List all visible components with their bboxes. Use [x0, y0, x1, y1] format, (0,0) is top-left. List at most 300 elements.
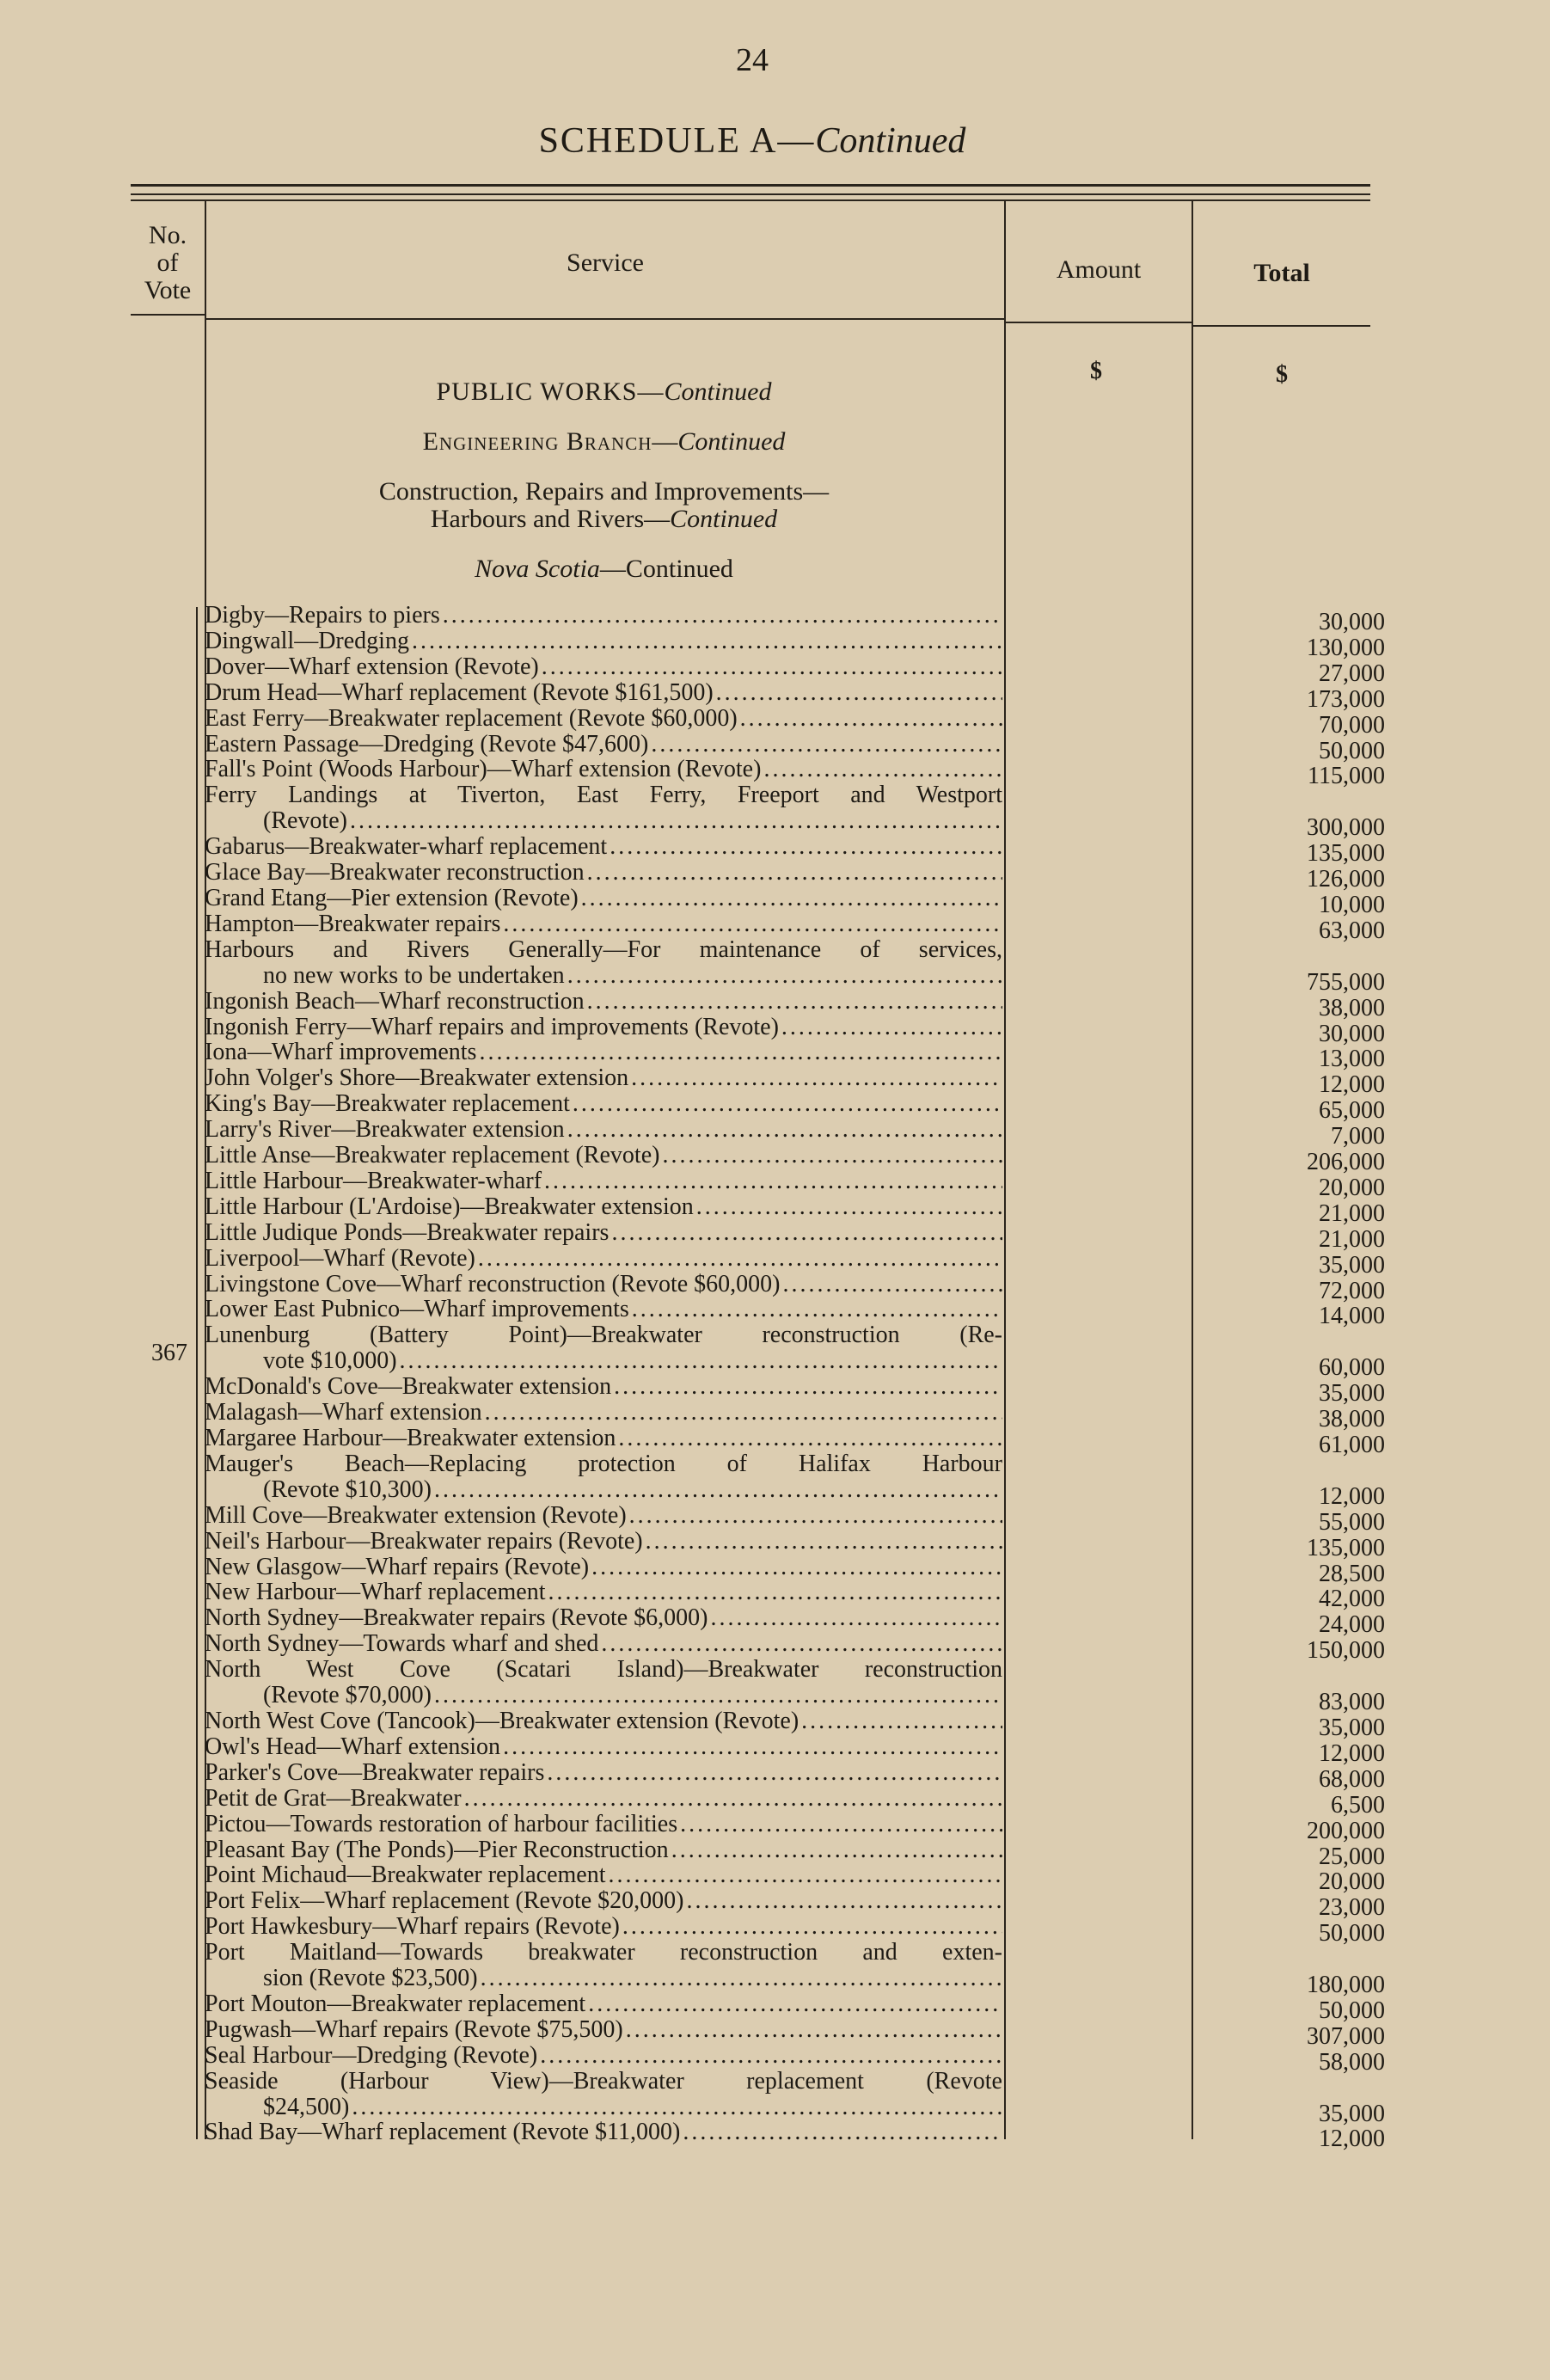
amount-currency: $: [1090, 358, 1102, 384]
entry-amount: 35,000: [1319, 1380, 1385, 1408]
service-entry: [205, 1271, 1385, 1304]
leader-dots: [464, 1786, 1002, 1812]
entry-text: Dingwall—Dredging: [205, 628, 409, 654]
service-entry: [205, 1657, 1385, 1716]
header-rule-total: [1193, 325, 1370, 327]
entry-line: [205, 989, 1002, 1015]
total-currency: $: [1276, 361, 1288, 388]
service-entry: [205, 860, 1385, 893]
entry-line: [205, 603, 1002, 629]
service-entry: [205, 1502, 1385, 1536]
service-entry: [205, 834, 1385, 868]
entry-line: [205, 1297, 1002, 1322]
entry-text: Drum Head—Wharf replacement (Revote $161,500): [205, 679, 714, 706]
entry-text: Livingstone Cove—Wharf reconstruction (Revote $60,000): [205, 1271, 781, 1297]
service-entry: [205, 1040, 1385, 1073]
service-entry: [205, 1451, 1385, 1510]
service-entry: [205, 1759, 1385, 1793]
entry-amount: 70,000: [1319, 711, 1385, 739]
leader-dots: [443, 603, 1002, 629]
leader-dots: [485, 1400, 1002, 1426]
leader-dots: [581, 886, 1002, 911]
leader-dots: [573, 1091, 1002, 1117]
leader-dots: [479, 1040, 1002, 1065]
entry-line: [205, 1143, 1002, 1169]
entry-amount: 21,000: [1319, 1199, 1385, 1227]
service-entry: [205, 1193, 1385, 1227]
leader-dots: [503, 1734, 1002, 1760]
service-entry: [205, 1554, 1385, 1587]
leader-dots: [591, 1555, 1002, 1580]
entry-line: [205, 2095, 1002, 2120]
service-entry: [205, 1374, 1385, 1408]
entry-amount: 307,000: [1307, 2022, 1385, 2050]
service-entries: [205, 603, 1385, 2153]
entry-line: [205, 757, 1002, 782]
schedule-title: SCHEDULE A—Continued: [538, 121, 966, 161]
entry-line: [205, 706, 1002, 732]
service-entry: [205, 911, 1385, 944]
entry-text: Parker's Cove—Breakwater repairs: [205, 1759, 545, 1786]
entry-line: [205, 1555, 1002, 1580]
leader-dots: [687, 1888, 1003, 1914]
entry-line: [205, 1348, 1002, 1374]
entry-amount: 63,000: [1319, 917, 1385, 944]
service-entry: [205, 1426, 1385, 1458]
entry-amount: 42,000: [1319, 1586, 1385, 1613]
category-line1: Construction, Repairs and Improvements—: [378, 477, 830, 506]
entry-line: [205, 1091, 1002, 1117]
leader-dots: [618, 1426, 1002, 1451]
category-heading: [206, 478, 1002, 533]
leader-dots: [740, 706, 1002, 732]
service-entry: [205, 1297, 1385, 1330]
entry-text: Fall's Point (Woods Harbour)—Wharf extension (Revote): [205, 757, 762, 783]
entry-text: Mill Cove—Breakwater extension (Revote): [205, 1502, 627, 1529]
category-name: Harbours and Rivers: [430, 505, 645, 533]
entry-text: (Revote): [263, 808, 347, 835]
entry-amount: 20,000: [1319, 1174, 1385, 1201]
entry-text: Margaree Harbour—Breakwater extension: [205, 1426, 616, 1451]
entry-text: Port Maitland—Towards breakwater reconstruction and exten-: [205, 1940, 1002, 1966]
entry-line: [205, 808, 1002, 834]
entry-amount: 35,000: [1319, 1714, 1385, 1741]
entry-text: King's Bay—Breakwater replacement: [205, 1091, 570, 1118]
entry-line: [205, 2017, 1002, 2043]
entry-text: Glace Bay—Breakwater reconstruction: [205, 860, 585, 886]
header-vote-vote: Vote: [144, 276, 192, 304]
entry-line: [205, 1657, 1002, 1683]
entry-text: Mauger's Beach—Replacing protection of Halifax Harbour: [205, 1451, 1002, 1477]
service-entry: [205, 2068, 1385, 2127]
category-line2: Harbours and Rivers—Continued: [430, 505, 778, 533]
header-vote-of: of: [156, 248, 179, 277]
leader-dots: [763, 757, 1002, 782]
leader-dots: [646, 1529, 1002, 1555]
department-continued: Continued: [664, 377, 772, 406]
entry-line: [205, 1837, 1002, 1863]
leader-dots: [651, 732, 1002, 758]
entry-text: Little Harbour (L'Ardoise)—Breakwater extension: [205, 1193, 694, 1220]
entry-line: [205, 1426, 1002, 1451]
service-entry: [205, 653, 1385, 687]
entry-amount: 50,000: [1319, 1920, 1385, 1948]
leader-dots: [587, 860, 1002, 886]
entry-amount: 24,000: [1319, 1611, 1385, 1639]
entry-line: [205, 1065, 1002, 1091]
entry-line: [205, 1734, 1002, 1760]
header-vote: [131, 222, 205, 304]
entry-text: Pictou—Towards restoration of harbour facilities: [205, 1811, 678, 1837]
entry-line: [205, 1812, 1002, 1837]
leader-dots: [662, 1143, 1002, 1169]
service-entry: [205, 1117, 1385, 1150]
leader-dots: [400, 1348, 1002, 1374]
service-entry: [205, 1862, 1385, 1896]
entry-line: [205, 2119, 1002, 2145]
header-amount: Amount: [1056, 255, 1142, 284]
entry-text: Malagash—Wharf extension: [205, 1400, 482, 1426]
leader-dots: [352, 2095, 1002, 2120]
entry-amount: 60,000: [1319, 1354, 1385, 1382]
entry-line: [205, 1503, 1002, 1529]
entry-amount: 10,000: [1319, 891, 1385, 918]
leader-dots: [434, 1477, 1002, 1503]
province-continued: —Continued: [599, 555, 733, 583]
service-entry: [205, 1091, 1385, 1125]
entry-line: [205, 860, 1002, 886]
leader-dots: [481, 1966, 1002, 1991]
service-entry: [205, 1708, 1385, 1741]
province-name: Nova Scotia: [475, 555, 600, 583]
branch-continued: Continued: [677, 427, 786, 456]
service-entry: [205, 679, 1385, 713]
top-rule-thick: [131, 184, 1370, 187]
service-entry: [205, 1631, 1385, 1665]
entry-line: [205, 1194, 1002, 1220]
entry-amount: 50,000: [1319, 1997, 1385, 2024]
entry-amount: 300,000: [1307, 814, 1385, 842]
entry-line: [205, 1477, 1002, 1503]
entry-text: Ingonish Beach—Wharf reconstruction: [205, 988, 585, 1015]
entry-amount: 135,000: [1307, 840, 1385, 868]
entry-amount: 14,000: [1319, 1303, 1385, 1330]
entry-line: [205, 1451, 1002, 1477]
vote-brace-line: [196, 607, 198, 2139]
entry-line: [205, 732, 1002, 758]
entry-line: [205, 1272, 1002, 1297]
service-entry: [205, 936, 1385, 996]
entry-line: [205, 1374, 1002, 1400]
leader-dots: [434, 1683, 1002, 1708]
entry-line: [205, 782, 1002, 808]
service-entry: [205, 1888, 1385, 1922]
entry-line: [205, 911, 1002, 937]
branch-heading: Engineering Branch—Continued: [422, 427, 786, 456]
entry-text: New Glasgow—Wharf repairs (Revote): [205, 1554, 590, 1580]
leader-dots: [622, 1914, 1002, 1940]
department-heading: PUBLIC WORKS—Continued: [436, 377, 772, 406]
entry-text: Grand Etang—Pier extension (Revote): [205, 885, 579, 911]
entry-amount: 23,000: [1319, 1894, 1385, 1922]
leader-dots: [696, 1194, 1002, 1220]
entry-text: John Volger's Shore—Breakwater extension: [205, 1065, 629, 1092]
entry-text: Gabarus—Breakwater-wharf replacement: [205, 834, 608, 861]
title-main: SCHEDULE A: [538, 121, 778, 161]
entry-line: [205, 1322, 1002, 1348]
top-rule-thin: [131, 193, 1370, 195]
entry-amount: 200,000: [1307, 1817, 1385, 1844]
province-heading: [206, 555, 1002, 583]
entry-amount: 25,000: [1319, 1843, 1385, 1870]
entry-text: sion (Revote $23,500): [263, 1966, 478, 1991]
service-entry: [205, 1733, 1385, 1767]
leader-dots: [680, 1812, 1002, 1837]
entry-amount: 130,000: [1307, 634, 1385, 661]
entry-amount: 6,500: [1331, 1791, 1385, 1819]
leader-dots: [503, 911, 1002, 937]
entry-line: [205, 937, 1002, 963]
entry-amount: 21,000: [1319, 1225, 1385, 1253]
header-service: Service: [567, 248, 644, 277]
service-entry: [205, 1580, 1385, 1613]
entry-amount: 58,000: [1319, 2048, 1385, 2076]
entry-text: (Revote $70,000): [263, 1683, 432, 1708]
entry-text: Ferry Landings at Tiverton, East Ferry, Freeport and Westport: [205, 782, 1002, 809]
entry-amount: 206,000: [1307, 1149, 1385, 1176]
header-rule-service: [206, 318, 1004, 320]
entry-line: [205, 1529, 1002, 1555]
leader-dots: [478, 1246, 1002, 1272]
service-entry: [205, 1014, 1385, 1047]
entry-amount: 12,000: [1319, 1071, 1385, 1099]
leader-dots: [540, 2043, 1002, 2069]
entry-line: [205, 1605, 1002, 1631]
leader-dots: [548, 1580, 1002, 1605]
entry-line: [205, 1760, 1002, 1786]
service-entry: [205, 628, 1385, 661]
entry-amount: 68,000: [1319, 1765, 1385, 1793]
service-entry: [205, 1528, 1385, 1561]
service-entry: [205, 1143, 1385, 1176]
entry-text: Port Mouton—Breakwater replacement: [205, 1990, 586, 2017]
entry-text: Little Harbour—Breakwater-wharf: [205, 1168, 542, 1194]
service-entry: [205, 1811, 1385, 1844]
leader-dots: [610, 834, 1002, 860]
leader-dots: [609, 1862, 1003, 1888]
leader-dots: [626, 2017, 1002, 2043]
leader-dots: [547, 1760, 1002, 1786]
entry-text: Owl's Head—Wharf extension: [205, 1733, 501, 1760]
service-entry: [205, 705, 1385, 739]
leader-dots: [350, 808, 1002, 834]
entry-amount: 27,000: [1319, 659, 1385, 687]
entry-text: Port Hawkesbury—Wharf repairs (Revote): [205, 1914, 620, 1941]
leader-dots: [683, 2119, 1002, 2145]
header-rule-amount: [1006, 322, 1192, 323]
entry-line: [205, 1708, 1002, 1734]
header-total: Total: [1253, 259, 1310, 287]
leader-dots: [716, 680, 1002, 706]
entry-text: Shad Bay—Wharf replacement (Revote $11,000): [205, 2119, 681, 2146]
leader-dots: [783, 1272, 1003, 1297]
entry-line: [205, 629, 1002, 654]
service-entry: [205, 731, 1385, 764]
entry-text: Neil's Harbour—Breakwater repairs (Revote): [205, 1528, 643, 1555]
entry-text: McDonald's Cove—Breakwater extension: [205, 1374, 612, 1401]
entry-text: Hampton—Breakwater repairs: [205, 911, 501, 937]
entry-amount: 35,000: [1319, 2100, 1385, 2127]
leader-dots: [587, 989, 1002, 1015]
entry-line: [205, 1117, 1002, 1143]
entry-text: Ingonish Ferry—Wharf repairs and improvements (Revote): [205, 1014, 779, 1040]
department-name: PUBLIC WORKS: [436, 377, 638, 406]
header-vote-no: No.: [148, 221, 187, 249]
entry-text: Iona—Wharf improvements: [205, 1040, 477, 1066]
leader-dots: [412, 629, 1002, 654]
entry-text: Petit de Grat—Breakwater: [205, 1785, 462, 1812]
column-divider-amount: [1192, 201, 1193, 2139]
page-number: 24: [736, 42, 769, 78]
entry-amount: 83,000: [1319, 1689, 1385, 1716]
entry-text: Dover—Wharf extension (Revote): [205, 653, 539, 680]
entry-text: Seal Harbour—Dredging (Revote): [205, 2042, 538, 2069]
entry-amount: 35,000: [1319, 1251, 1385, 1279]
entry-line: [205, 1862, 1002, 1888]
entry-line: [205, 1400, 1002, 1426]
entry-amount: 126,000: [1307, 866, 1385, 893]
leader-dots: [611, 1220, 1002, 1246]
entry-line: [205, 1169, 1002, 1194]
entry-line: [205, 1940, 1002, 1966]
entry-amount: 7,000: [1331, 1123, 1385, 1150]
service-entry: [205, 1065, 1385, 1099]
entry-line: [205, 1631, 1002, 1657]
service-entry: [205, 2016, 1385, 2050]
entry-amount: 135,000: [1307, 1534, 1385, 1561]
entry-text: Point Michaud—Breakwater replacement: [205, 1862, 606, 1889]
leader-dots: [614, 1374, 1002, 1400]
entry-amount: 173,000: [1307, 685, 1385, 713]
entry-text: Pugwash—Wharf repairs (Revote $75,500): [205, 2016, 623, 2043]
leader-dots: [671, 1837, 1002, 1863]
service-entry: [205, 1322, 1385, 1382]
entry-text: Seaside (Harbour View)—Breakwater replacement (Revote: [205, 2068, 1002, 2095]
leader-dots: [781, 1015, 1002, 1040]
leader-dots: [801, 1708, 1002, 1734]
entry-amount: 30,000: [1319, 609, 1385, 635]
entry-amount: 12,000: [1319, 1482, 1385, 1510]
entry-text: Lunenburg (Battery Point)—Breakwater reconstruction (Re-: [205, 1322, 1002, 1349]
service-entry: [205, 757, 1385, 790]
entry-text: East Ferry—Breakwater replacement (Revote $60,000): [205, 705, 738, 732]
entry-amount: 115,000: [1308, 763, 1385, 790]
service-entry: [205, 1785, 1385, 1819]
entry-text: Liverpool—Wharf (Revote): [205, 1245, 475, 1272]
service-entry: [205, 2119, 1385, 2153]
leader-dots: [544, 1169, 1002, 1194]
entry-line: [205, 1220, 1002, 1246]
entry-text: North West Cove (Scatari Island)—Breakwater reconstruction: [205, 1657, 1002, 1684]
entry-amount: 12,000: [1319, 2125, 1385, 2153]
leader-dots: [542, 654, 1002, 680]
service-entry: [205, 1400, 1385, 1433]
entry-text: North West Cove (Tancook)—Breakwater extension (Revote): [205, 1708, 800, 1734]
service-entry: [205, 1219, 1385, 1253]
entry-line: [205, 886, 1002, 911]
service-entry: [205, 988, 1385, 1021]
top-rule-inner: [131, 199, 1370, 201]
column-divider-service: [1004, 201, 1006, 2139]
entry-text: Port Felix—Wharf replacement (Revote $20,000): [205, 1888, 684, 1915]
service-entry: [205, 885, 1385, 918]
entry-text: Digby—Repairs to piers: [205, 603, 440, 629]
service-entry: [205, 1940, 1385, 1999]
entry-line: [205, 2069, 1002, 2095]
leader-dots: [567, 963, 1002, 989]
header-rule-vote: [131, 314, 205, 316]
leader-dots: [632, 1297, 1002, 1322]
entry-line: [205, 1786, 1002, 1812]
entry-amount: 30,000: [1319, 1020, 1385, 1047]
branch-name: Engineering Branch: [422, 427, 652, 456]
entry-amount: 55,000: [1319, 1508, 1385, 1536]
entry-line: [205, 1966, 1002, 1991]
leader-dots: [588, 1991, 1002, 2017]
entry-amount: 755,000: [1307, 968, 1385, 996]
category-continued: Continued: [670, 505, 778, 533]
service-entry: [205, 1837, 1385, 1870]
entry-line: [205, 654, 1002, 680]
entry-text: Lower East Pubnico—Wharf improvements: [205, 1297, 629, 1323]
entry-amount: 13,000: [1319, 1046, 1385, 1073]
entry-amount: 150,000: [1307, 1637, 1385, 1665]
entry-text: $24,500): [263, 2094, 350, 2120]
entry-line: [205, 1914, 1002, 1940]
entry-line: [205, 2043, 1002, 2069]
leader-dots: [601, 1631, 1002, 1657]
entry-line: [205, 1580, 1002, 1605]
entry-amount: 61,000: [1319, 1432, 1385, 1458]
entry-text: Harbours and Rivers Generally—For maintenance of services,: [205, 936, 1002, 963]
entry-amount: 38,000: [1319, 1406, 1385, 1433]
entry-text: Little Anse—Breakwater replacement (Revote): [205, 1143, 660, 1169]
vote-number: 367: [151, 1340, 187, 1366]
entry-line: [205, 834, 1002, 860]
entry-text: North Sydney—Breakwater repairs (Revote $6,000): [205, 1605, 708, 1632]
entry-amount: 72,000: [1319, 1277, 1385, 1304]
entry-text: Pleasant Bay (The Ponds)—Pier Reconstruction: [205, 1837, 669, 1863]
service-entry: [205, 2042, 1385, 2076]
entry-text: New Harbour—Wharf replacement: [205, 1580, 546, 1606]
entry-line: [205, 1991, 1002, 2017]
leader-dots: [629, 1503, 1002, 1529]
leader-dots: [567, 1117, 1002, 1143]
entry-line: [205, 680, 1002, 706]
entry-line: [205, 1888, 1002, 1914]
service-entry: [205, 1168, 1385, 1201]
entry-line: [205, 963, 1002, 989]
entry-amount: 20,000: [1319, 1868, 1385, 1896]
entry-line: [205, 1246, 1002, 1272]
entry-line: [205, 1683, 1002, 1708]
service-entry: [205, 603, 1385, 635]
entry-amount: 12,000: [1319, 1739, 1385, 1767]
entry-text: vote $10,000): [263, 1348, 397, 1375]
entry-text: North Sydney—Towards wharf and shed: [205, 1631, 599, 1658]
entry-amount: 180,000: [1307, 1972, 1385, 1999]
entry-amount: 28,500: [1319, 1560, 1385, 1587]
